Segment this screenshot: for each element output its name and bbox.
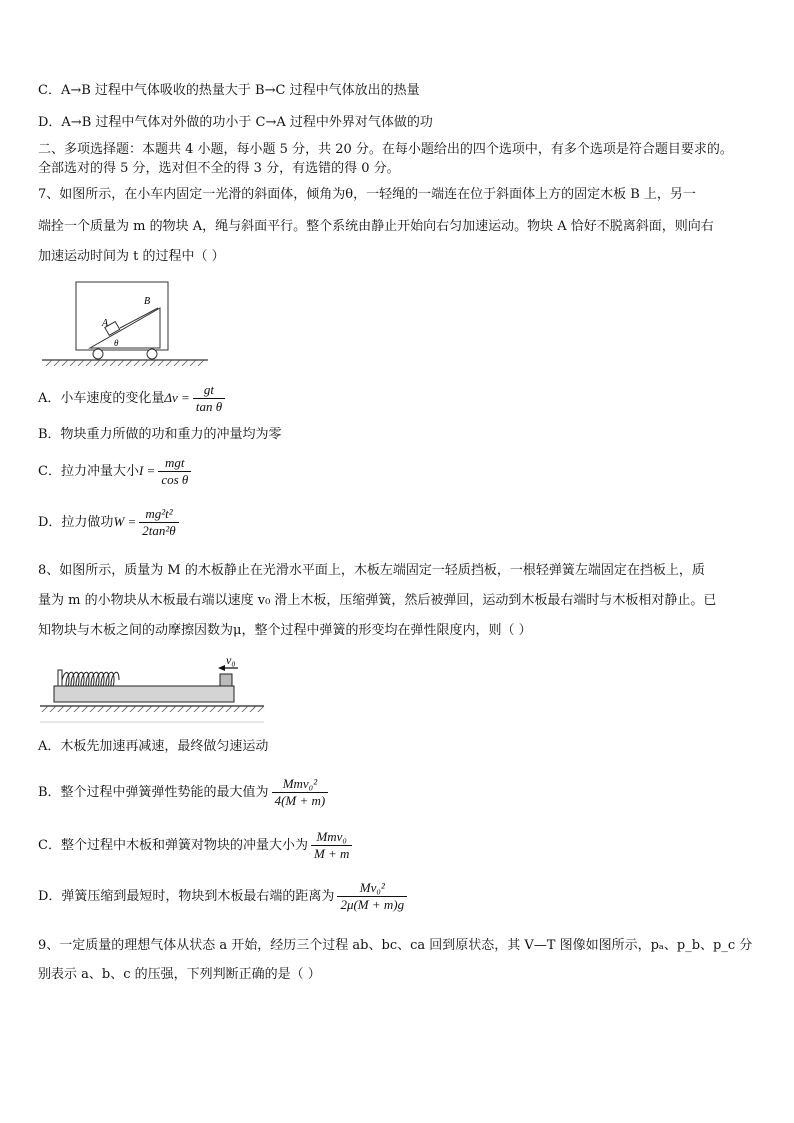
- q9-stem-2: 别表示 a、b、c 的压强，下列判断正确的是（ ）: [38, 967, 321, 982]
- q8-stem-1: 8、如图所示，质量为 M 的木板静止在光滑水平面上，木板左端固定一轻质挡板，一根轻弹簧左端固定在挡板上，质: [38, 563, 705, 578]
- q8-stem-3: 知物块与木板之间的动摩擦因数为μ，整个过程中弹簧的形变均在弹性限度内，则（ ）: [38, 623, 532, 638]
- q8-board-figure: [38, 650, 268, 726]
- q7-option-c: C．拉力冲量大小I = $\frac{\text{mgt}}{\text{cos θ}}$: [38, 455, 191, 488]
- stopper: [58, 670, 62, 686]
- cart-body: [76, 282, 168, 350]
- label-theta: θ: [114, 338, 119, 348]
- q8-option-a: A．木板先加速再减速，最终做匀速运动: [38, 739, 269, 754]
- q8-option-b: B．整个过程中弹簧弹性势能的最大值为 $\frac{\text{Mmv₀²}}{4(M + m)}$: [38, 776, 328, 809]
- q6-option-c: C．A→B 过程中气体吸收的热量大于 B→C 过程中气体放出的热量: [38, 83, 420, 98]
- q7-c-fraction: $\frac{\text{mgt}}{\text{cos θ}}$: [158, 455, 191, 488]
- q8-option-d: D．弹簧压缩到最短时，物块到木板最右端的距离为 $\frac{\text{Mv₀²}}{2\mu(M + m)g}$: [38, 880, 407, 913]
- section2-instructions-1: 二、多项选择题：本题共 4 小题，每小题 5 分，共 20 分。在每小题给出的四个选项中，有多个选项是符合题目要求的。: [38, 142, 733, 157]
- label-b: B: [144, 296, 151, 307]
- ground-hatch: [42, 706, 264, 712]
- q7-d-fraction: $\frac{\text{mg²t²}}{\text{2tan²θ}}$: [139, 506, 178, 539]
- wheel-right: [147, 349, 157, 359]
- q8-d-fraction: $\frac{\text{Mv₀²}}{2\mu(M + m)g}$: [337, 880, 407, 913]
- block-m: [220, 674, 232, 686]
- q7-a-fraction: $\frac{gt}{\text{tan θ}}$: [193, 382, 225, 415]
- label-v0: v₀: [226, 653, 236, 667]
- ground-hatch: [46, 360, 204, 366]
- q7-option-b: B．物块重力所做的功和重力的冲量均为零: [38, 427, 282, 442]
- q8-b-fraction: $\frac{\text{Mmv₀²}}{4(M + m)}$: [272, 776, 329, 809]
- q7-option-a: A．小车速度的变化量Δv = $\frac{gt}{\text{tan θ}}$: [38, 382, 225, 415]
- rope: [120, 308, 158, 328]
- q6-option-d: D．A→B 过程中气体对外做的功小于 C→A 过程中外界对气体做的功: [38, 115, 433, 130]
- q7-option-d: D．拉力做功W = $\frac{\text{mg²t²}}{\text{2tan²θ}}$: [38, 506, 179, 539]
- q8-option-c: C．整个过程中木板和弹簧对物块的冲量大小为 $\frac{\text{Mmv₀}}{M + m}$: [38, 829, 352, 862]
- incline: [90, 308, 160, 348]
- q8-stem-2: 量为 m 的小物块从木板最右端以速度 v₀ 滑上木板，压缩弹簧，然后被弹回，运动到木板最右端时与木板相对静止。已: [38, 593, 717, 608]
- velocity-arrowhead: [218, 665, 225, 671]
- q8-c-fraction: $\frac{\text{Mmv₀}}{M + m}$: [311, 829, 353, 862]
- q7-cart-figure: [40, 278, 210, 368]
- board: [54, 686, 234, 702]
- spring: [62, 672, 119, 687]
- wheel-left: [93, 349, 103, 359]
- q7-stem-3: 加速运动时间为 t 的过程中（ ）: [38, 249, 225, 264]
- section2-instructions-2: 全部选对的得 5 分，选对但不全的得 3 分，有选错的得 0 分。: [38, 161, 400, 176]
- q7-stem-2: 端拴一个质量为 m 的物块 A，绳与斜面平行。整个系统由静止开始向右匀加速运动。物块 A 恰好不脱离斜面，则向右: [38, 219, 714, 234]
- q7-stem-1: 7、如图所示，在小车内固定一光滑的斜面体，倾角为θ，一轻绳的一端连在位于斜面体上方的固定木板 B 上，另一: [38, 187, 696, 202]
- q9-stem-1: 9、一定质量的理想气体从状态 a 开始，经历三个过程 ab、bc、ca 回到原状态，其 V—T 图像如图所示，pₐ、p_b、p_c 分: [38, 938, 753, 953]
- label-a: A: [102, 318, 109, 329]
